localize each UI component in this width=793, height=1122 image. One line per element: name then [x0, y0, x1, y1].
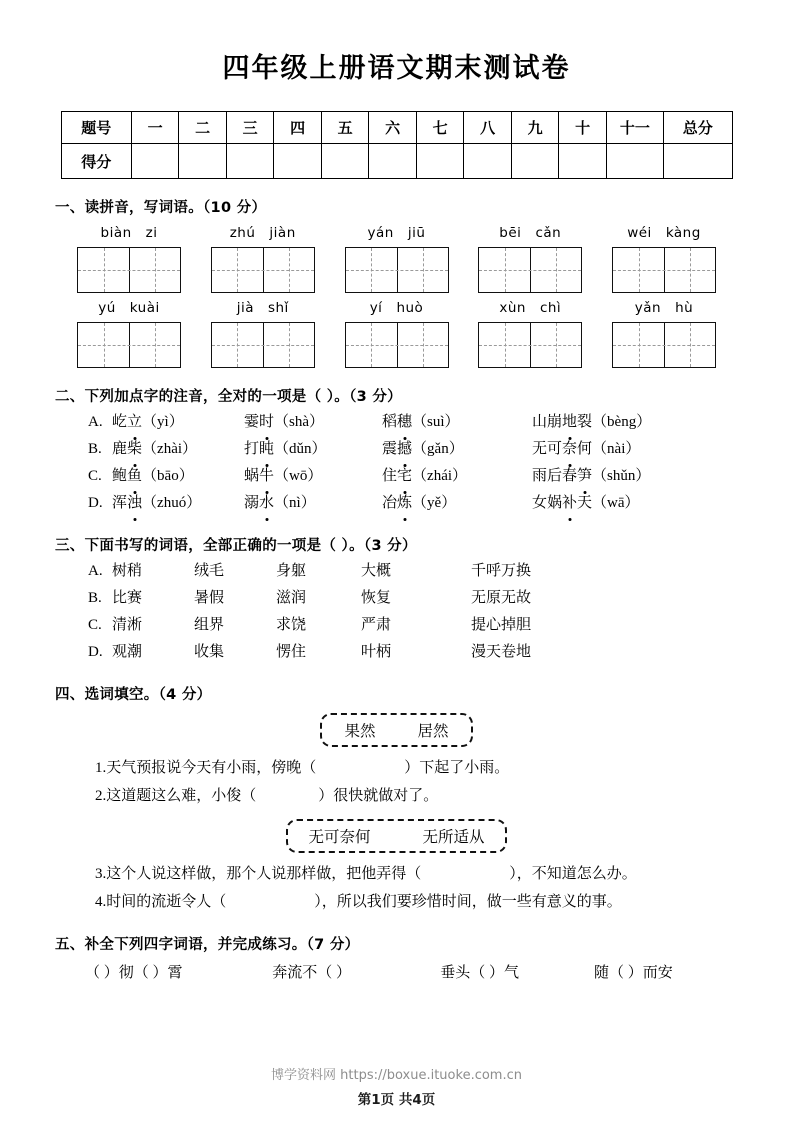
item-number: 2.: [95, 788, 107, 804]
option-word: 滋润: [276, 590, 307, 606]
option-letter: C.: [88, 468, 102, 484]
word-bank-option[interactable]: 无所适从: [422, 829, 485, 846]
score-cell-4[interactable]: [274, 144, 322, 179]
score-table-row-label-ti-hao: 题号: [61, 112, 131, 144]
option-word: 绒毛: [194, 563, 225, 579]
grid-cell[interactable]: [263, 248, 314, 292]
pinyin-writing-block: [55, 225, 738, 368]
option-item: [112, 463, 244, 490]
option-text: 蜗: [244, 468, 260, 484]
grid-cell[interactable]: [78, 248, 129, 292]
pinyin-item: [73, 300, 185, 368]
option-word: 叶柄: [361, 644, 392, 660]
pinyin-item: [207, 225, 319, 293]
pinyin-item: [608, 300, 720, 368]
sentence-before: 这道题这么难，小俊（: [106, 788, 257, 804]
grid-cell[interactable]: [530, 248, 581, 292]
option-pinyin: 裂（bèng）: [577, 414, 652, 430]
pinyin-item: [341, 300, 453, 368]
option-pinyin: （nì）: [274, 495, 316, 511]
option-pinyin: （bāo）: [142, 468, 194, 484]
option-item: [382, 490, 532, 517]
grid-cell[interactable]: [397, 323, 448, 367]
option-text: 鹿: [112, 441, 128, 457]
dotted-character: 牛: [259, 463, 274, 490]
option-pinyin: （yě）: [412, 495, 457, 511]
option-letter: B.: [88, 441, 102, 457]
character-grid-box[interactable]: [478, 247, 582, 293]
score-table-col-2: 二: [179, 112, 227, 144]
option-pinyin: （zhài）: [142, 441, 198, 457]
option-item: [532, 490, 640, 517]
grid-cell[interactable]: [664, 323, 715, 367]
idiom-blank-item[interactable]: 垂头（ ）气: [440, 965, 520, 981]
section-2-heading: 二、下列加点字的注音，全对的一项是（ ）。（3 分）: [55, 389, 402, 405]
option-pinyin: （suì）: [412, 414, 460, 430]
character-grid-box[interactable]: [77, 247, 181, 293]
option-letter: A.: [88, 414, 103, 430]
option-word: 暑假: [194, 590, 225, 606]
dotted-character: 浊: [127, 490, 142, 517]
pinyin-label: jià shǐ: [236, 300, 289, 316]
character-grid-box[interactable]: [211, 247, 315, 293]
score-cell-2[interactable]: [179, 144, 227, 179]
option-text: 霎: [244, 414, 260, 430]
option-text: 住: [382, 468, 398, 484]
option-word: 大概: [361, 563, 392, 579]
option-text: 无可: [532, 441, 563, 457]
section-3-heading: 三、下面书写的词语，全部正确的一项是（ ）。（3 分）: [55, 538, 417, 554]
word-bank-1-container: [55, 713, 738, 747]
pinyin-item: [207, 300, 319, 368]
score-table-col-1: 一: [131, 112, 179, 144]
option-word: 恢复: [361, 590, 392, 606]
grid-cell[interactable]: [129, 248, 180, 292]
pinyin-label: yán jiū: [367, 225, 426, 241]
character-grid-box[interactable]: [345, 322, 449, 368]
dotted-character: 炼: [397, 490, 412, 517]
score-cell-5[interactable]: [321, 144, 369, 179]
option-row-d[interactable]: [55, 639, 738, 666]
sentence-after: ）下起了小雨。: [404, 760, 510, 776]
score-cell-3[interactable]: [226, 144, 274, 179]
option-row-a[interactable]: [55, 409, 738, 436]
score-cell-9[interactable]: [511, 144, 559, 179]
option-item: [112, 409, 244, 436]
word-bank-option[interactable]: 果然: [344, 723, 376, 740]
option-text: 稻: [382, 414, 398, 430]
sentence-before: 天气预报说今天有小雨，傍晚（: [106, 760, 317, 776]
pinyin-label: zhú jiàn: [229, 225, 296, 241]
option-item: [244, 463, 382, 490]
option-word: 无原无故: [471, 590, 532, 606]
option-word: 清淅: [112, 617, 143, 633]
option-pinyin: （gǎn）: [412, 441, 464, 457]
score-table-col-3: 三: [226, 112, 274, 144]
score-table-col-9: 九: [511, 112, 559, 144]
option-pinyin: （zhuó）: [142, 495, 202, 511]
word-bank-2: [286, 819, 506, 853]
option-pinyin: （yì）: [142, 414, 184, 430]
pinyin-row-1: [55, 225, 738, 293]
grid-cell[interactable]: [613, 248, 664, 292]
grid-cell[interactable]: [212, 248, 263, 292]
section-1-heading: 一、读拼音，写词语。（10 分）: [55, 200, 267, 216]
grid-cell[interactable]: [397, 248, 448, 292]
option-text: 屹: [112, 414, 128, 430]
grid-cell[interactable]: [129, 323, 180, 367]
word-bank-2-container: [55, 819, 738, 853]
option-text: 冶: [382, 495, 398, 511]
fill-blank-sentence-2: [55, 782, 738, 810]
item-number: 1.: [95, 760, 107, 776]
score-table-col-5: 五: [321, 112, 369, 144]
sentence-after: ）很快就做对了。: [318, 788, 439, 804]
sentence-before: 这个人说这样做，那个人说那样做，把他弄得（: [106, 866, 422, 882]
dotted-character: 时: [259, 409, 274, 436]
pinyin-label: yú kuài: [98, 300, 160, 316]
page-number: 第1页 共4页: [357, 1092, 436, 1108]
grid-cell[interactable]: [530, 323, 581, 367]
item-number: 4.: [95, 894, 107, 910]
option-word: 千呼万换: [471, 563, 532, 579]
section-3-options: [55, 558, 738, 666]
option-item: [532, 436, 640, 463]
option-letter: C.: [88, 617, 102, 633]
option-item: [382, 409, 532, 436]
grid-cell[interactable]: [664, 248, 715, 292]
option-pinyin: （wō）: [274, 468, 323, 484]
option-text: 鲍: [112, 468, 128, 484]
grid-cell[interactable]: [346, 323, 397, 367]
option-word: 身躯: [276, 563, 307, 579]
dotted-character: 穗: [397, 409, 412, 436]
option-item: [112, 490, 244, 517]
dotted-character: 盹: [259, 436, 274, 463]
character-grid-box[interactable]: [612, 247, 716, 293]
pinyin-label: yǎn hù: [634, 300, 694, 316]
score-table-col-6: 六: [369, 112, 417, 144]
score-table-col-8: 八: [464, 112, 512, 144]
option-pinyin: （shǔn）: [592, 468, 651, 484]
option-item: [532, 409, 651, 436]
dotted-character: 柴: [127, 436, 142, 463]
page-footer: [0, 1064, 793, 1108]
option-word: 树稍: [112, 563, 143, 579]
word-bank-1: [320, 713, 472, 747]
pinyin-label: yí huò: [369, 300, 424, 316]
option-item: [382, 436, 532, 463]
option-word: 提心掉胆: [471, 617, 532, 633]
dotted-character: 笋: [577, 463, 592, 490]
option-word: 严肃: [361, 617, 392, 633]
grid-cell[interactable]: [78, 323, 129, 367]
dotted-character: 水: [259, 490, 274, 517]
score-cell-1[interactable]: [131, 144, 179, 179]
section-5-heading: 五、补全下列四字词语，并完成练习。（7 分）: [55, 937, 360, 953]
score-cell-8[interactable]: [464, 144, 512, 179]
section-4-heading: 四、选词填空。（4 分）: [55, 687, 212, 703]
option-text: 震: [382, 441, 398, 457]
option-word: 比赛: [112, 590, 143, 606]
fill-blank-sentence-1: [55, 754, 738, 782]
option-row-c[interactable]: [55, 612, 738, 639]
option-item: [244, 409, 382, 436]
option-pinyin: 何（nài）: [577, 441, 641, 457]
option-item: [112, 436, 244, 463]
option-word: 收集: [194, 644, 225, 660]
score-cell-6[interactable]: [369, 144, 417, 179]
option-text: 雨后春: [532, 468, 578, 484]
pinyin-label: wéi kàng: [627, 225, 701, 241]
grid-cell[interactable]: [479, 323, 530, 367]
option-letter: D.: [88, 644, 103, 660]
dotted-character: 地: [562, 409, 577, 436]
score-table-col-4: 四: [274, 112, 322, 144]
option-text: 山崩: [532, 414, 563, 430]
option-text: 女娲: [532, 495, 563, 511]
idiom-blank-item[interactable]: 随（ ）而安: [593, 965, 673, 981]
grid-cell[interactable]: [479, 248, 530, 292]
pinyin-label: bēi cǎn: [499, 225, 562, 241]
character-grid-box[interactable]: [478, 322, 582, 368]
fill-blank-sentence-3: [55, 860, 738, 888]
dotted-character: 鱼: [127, 463, 142, 490]
option-letter: A.: [88, 563, 103, 579]
pinyin-item: [341, 225, 453, 293]
score-table: [61, 111, 733, 179]
score-table-col-11: 十一: [606, 112, 663, 144]
score-table-row-label-de-fen: 得分: [61, 144, 131, 179]
idiom-blank-item[interactable]: （ ）彻（ ）霄: [85, 965, 183, 981]
sentence-after: ），所以我们要珍惜时间，做一些有意义的事。: [314, 894, 622, 910]
grid-cell[interactable]: [613, 323, 664, 367]
grid-cell[interactable]: [346, 248, 397, 292]
option-text: 打: [244, 441, 260, 457]
pinyin-item: [474, 225, 586, 293]
option-word: 愣住: [276, 644, 307, 660]
pinyin-item: [474, 300, 586, 368]
item-number: 3.: [95, 866, 107, 882]
watermark-text: 博学资料网 https://boxue.ituoke.com.cn: [271, 1068, 522, 1083]
pinyin-label: xùn chì: [499, 300, 562, 316]
pinyin-item: [73, 225, 185, 293]
option-item: [532, 463, 650, 490]
character-grid-box[interactable]: [211, 322, 315, 368]
score-cell-7[interactable]: [416, 144, 464, 179]
character-grid-box[interactable]: [77, 322, 181, 368]
grid-cell[interactable]: [263, 323, 314, 367]
option-row-d[interactable]: [55, 490, 738, 517]
score-table-col-10: 十: [559, 112, 607, 144]
option-row-b[interactable]: [55, 585, 738, 612]
score-cell-total[interactable]: [663, 144, 732, 179]
option-word: 漫天卷地: [471, 644, 532, 660]
score-table-col-7: 七: [416, 112, 464, 144]
option-item: [244, 490, 382, 517]
option-row-a[interactable]: [55, 558, 738, 585]
option-row-b[interactable]: [55, 436, 738, 463]
score-table-score-row: [61, 144, 732, 179]
option-pinyin: （dǔn）: [274, 441, 327, 457]
option-item: [244, 436, 382, 463]
score-cell-10[interactable]: [559, 144, 607, 179]
score-cell-11[interactable]: [606, 144, 663, 179]
score-table-header-row: [61, 112, 732, 144]
page-title: 四年级上册语文期末测试卷: [222, 53, 571, 84]
option-row-c[interactable]: [55, 463, 738, 490]
option-letter: D.: [88, 495, 103, 511]
word-bank-option[interactable]: 居然: [417, 723, 449, 740]
sentence-before: 时间的流逝令人（: [106, 894, 227, 910]
option-letter: B.: [88, 590, 102, 606]
character-grid-box[interactable]: [612, 322, 716, 368]
dotted-character: 补: [562, 490, 577, 517]
option-word: 求饶: [276, 617, 307, 633]
sentence-after: ），不知道怎么办。: [509, 866, 637, 882]
dotted-character: 奈: [562, 436, 577, 463]
option-pinyin: （zhái）: [412, 468, 468, 484]
pinyin-label: biàn zi: [100, 225, 158, 241]
dotted-character: 宅: [397, 463, 412, 490]
option-pinyin: 天（wā）: [577, 495, 640, 511]
option-word: 观潮: [112, 644, 143, 660]
idiom-blank-item[interactable]: 奔流不（ ）: [272, 965, 352, 981]
grid-cell[interactable]: [212, 323, 263, 367]
option-item: [382, 463, 532, 490]
option-text: 溺: [244, 495, 260, 511]
score-table-container: [55, 111, 738, 179]
score-table-col-total: 总分: [663, 112, 732, 144]
option-text: 浑: [112, 495, 128, 511]
pinyin-item: [608, 225, 720, 293]
dotted-character: 立: [127, 409, 142, 436]
section-2-options: [55, 409, 738, 517]
option-pinyin: （shà）: [274, 414, 325, 430]
option-word: 组界: [194, 617, 225, 633]
pinyin-row-2: [55, 300, 738, 368]
character-grid-box[interactable]: [345, 247, 449, 293]
section-5-idiom-row: [55, 959, 738, 987]
fill-blank-sentence-4: [55, 888, 738, 916]
dotted-character: 撼: [397, 436, 412, 463]
word-bank-option[interactable]: 无可奈何: [308, 829, 371, 846]
